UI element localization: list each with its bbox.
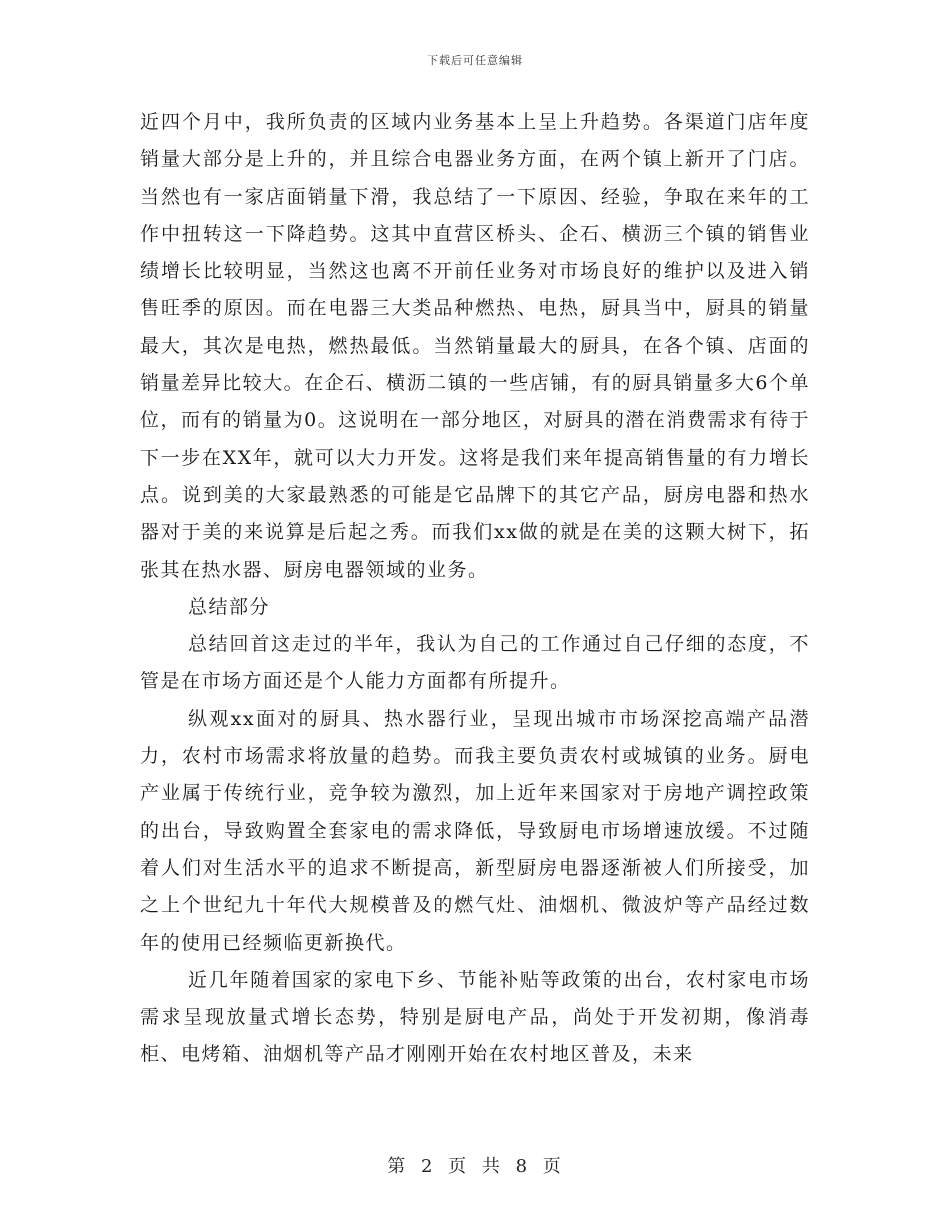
- paragraph-summary-review: 总结回首这走过的半年，我认为自己的工作通过自己仔细的态度，不管是在市场方面还是个人能力方面都有所提升。: [140, 633, 810, 693]
- document-body: [140, 104, 810, 1074]
- paragraph-rural-market: 近几年随着国家的家电下乡、节能补贴等政策的出台，农村家电市场需求呈现放量式增长态势，特别是厨电产品，尚处于开发初期，像消毒柜、电烤箱、油烟机等产品才刚刚开始在农村地区普及，未来: [140, 968, 810, 1066]
- paragraph-industry-overview: 纵观xx面对的厨具、热水器行业，呈现出城市市场深挖高端产品潜力，农村市场需求将放量的趋势。而我主要负责农村或城镇的业务。厨电产业属于传统行业，竞争较为激烈，加上近年来国家对于房地产调控政策的出台，导致购置全套家电的需求降低，导致厨电市场增速放缓。不过随着人们对生活水平的追求不断提高，新型厨房电器逐渐被人们所接受，加之上个世纪九十年代大规模普及的燃气灶、油烟机、微波炉等产品经过数年的使用已经频临更新换代。: [140, 707, 810, 954]
- section-heading-summary: 总结部分: [188, 595, 271, 618]
- page-number: 第 2 页 共 8 页: [387, 1156, 563, 1177]
- page-header: 下载后可任意编辑: [427, 54, 523, 67]
- paragraph-regional-sales: 近四个月中，我所负责的区域内业务基本上呈上升趋势。各渠道门店年度销量大部分是上升的，并且综合电器业务方面，在两个镇上新开了门店。当然也有一家店面销量下滑，我总结了一下原因、经验，争取在来年的工作中扭转这一下降趋势。这其中直营区桥头、企石、横沥三个镇的销售业绩增长比较明显，当然这也离不开前任业务对市场良好的维护以及进入销售旺季的原因。而在电器三大类品种燃热、电热，厨具当中，厨具的销量最大，其次是电热，燃热最低。当然销量最大的厨具，在各个镇、店面的销量差异比较大。在企石、横沥二镇的一些店铺，有的厨具销量多大6个单位，而有的销量为0。这说明在一部分地区，对厨具的潜在消费需求有待于下一步在XX年，就可以大力开发。这将是我们来年提高销售量的有力增长点。说到美的大家最熟悉的可能是它品牌下的其它产品，厨房电器和热水器对于美的来说算是后起之秀。而我们xx做的就是在美的这颗大树下，拓张其在热水器、厨房电器领域的业务。: [140, 111, 810, 581]
